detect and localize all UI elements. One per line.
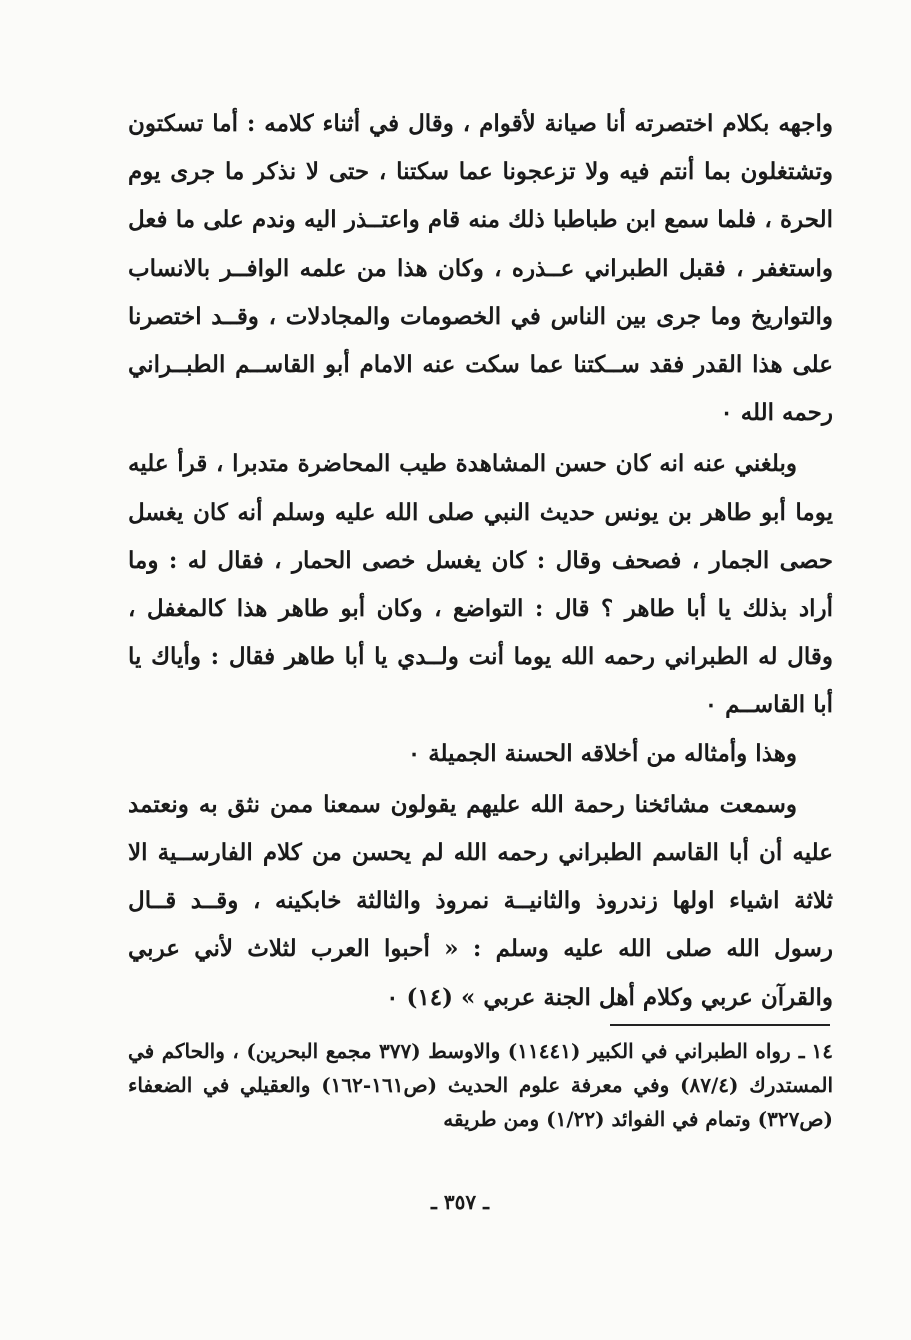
footnote-text: رواه الطبراني في الكبير (١١٤٤١) والاوسط (٣٧٧ مجمع البحرين) ، والحاكم في المستدرك (٨٧/٤) وفي معرفة علوم الحديث (ص١٦١-١٦٢) والعقيلي في الضعفاء (ص٣٢٧) وتمام في الفوائد (١/٢٢) ومن طريقه: [128, 1039, 834, 1131]
paragraph-4: وسمعت مشائخنا رحمة الله عليهم يقولون سمعنا ممن نثق به ونعتمد عليه أن أبا القاسم الطبراني رحمه الله لم يحسن من كلام الفارســية الا ثلاثة اشياء اولها زندروذ والثانيــة نمروذ والثالثة خابكينه ، وقــد قــال رسول الله صلى الله عليه وسلم : « أحبوا العرب لثلاث لأني عربي والقرآن عربي وكلام أهل الجنة عربي » (١٤) ٠: [128, 790, 833, 1011]
footnote-number: ١٤ ـ: [798, 1039, 834, 1063]
paragraph-2: وبلغني عنه انه كان حسن المشاهدة طيب المحاضرة متدبرا ، قرأ عليه يوما أبو طاهر بن يونس حديث النبي صلى الله عليه وسلم أنه كان يغسل حصى الجمار ، فصحف وقال : كان يغسل خصى الحمار ، فقال له : وما أراد بذلك يا أبا طاهر ؟ قال : التواضع ، وكان أبو طاهر هذا كالمغفل ، وقال له الطبراني رحمه الله يوما أنت ولــدي يا أبا طاهر فقال : وأياك يا أبا القاســم ٠: [128, 450, 833, 719]
footnote: [128, 1034, 833, 1136]
footnote-divider: [610, 1024, 830, 1026]
page-number: ـ ٣٥٧ ـ: [431, 1190, 489, 1214]
main-text: [128, 100, 833, 1022]
paragraph-3: وهذا وأمثاله من أخلاقه الحسنة الجميلة ٠: [407, 739, 797, 767]
paragraph-1: واجهه بكلام اختصرته أنا صيانة لأقوام ، وقال في أثناء كلامه : أما تسكتون وتشتغلون بما أنتم فيه ولا تزعجونا عما سكتنا ، حتى لا نذكر ما جرى يوم الحرة ، فلما سمع ابن طباطبا ذلك منه قام واعتــذر اليه وندم على ما فعل واستغفر ، فقبل الطبراني عــذره ، وكان هذا من علمه الوافــر بالانساب والتواريخ وما جرى بين الناس في الخصومات والمجادلات ، وقــد اختصرنا على هذا القدر فقد ســكتنا عما سكت عنه الامام أبو القاســم الطبــراني رحمه الله ٠: [128, 110, 833, 427]
